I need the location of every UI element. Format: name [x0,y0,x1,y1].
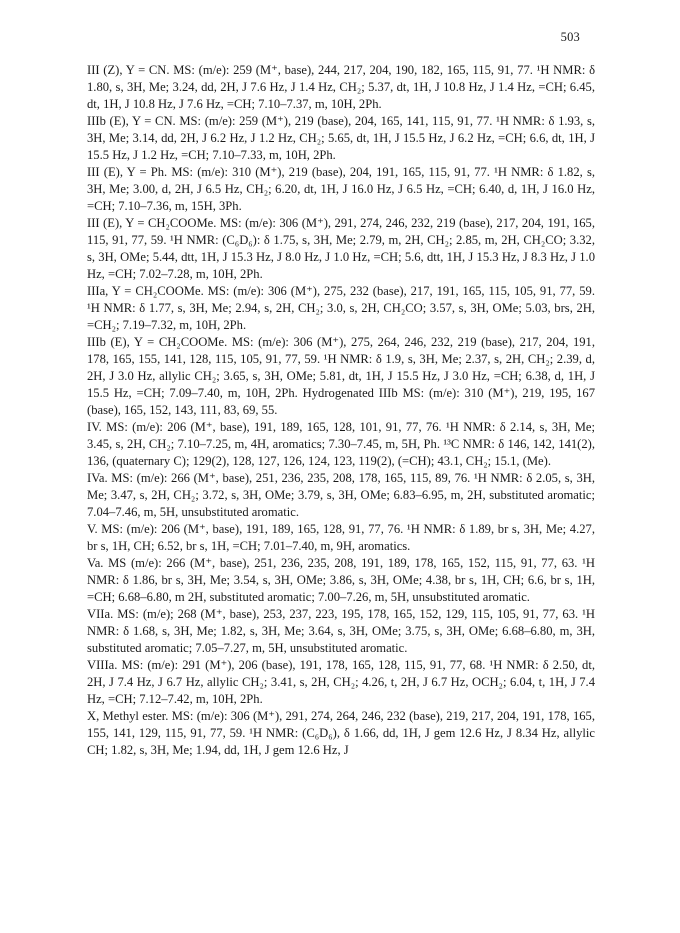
entry-text: Va. MS (m/e): 266 (M⁺, base), 251, 236, 235, 208, 191, 189, 178, 165, 152, 115, 91, 77, 63. ¹H NMR: δ 1.86, br s, 3H, Me; 3.54, s, 3H, OMe; 3.86, s, 3H, OMe; 4.38, br s, 1H, CH; 6.6, br s, 1H, =CH; 6.68–6.80, m 2H, substituted aromatic; 7.00–7.26, m, 5H, unsubstituted aromatic. [87,556,595,604]
entry-text: III (Z), Y = CN. MS: (m/e): 259 (M⁺, base), 244, 217, 204, 190, 182, 165, 115, 91, 77. ¹H NMR: δ 1.80, s, 3H, Me; 3.24, dd, 2H, J 7.6 Hz, J 1.4 Hz, CH₂; 5.37, dt, 1H, J 10.8 Hz, J 1.4 Hz, =CH; 6.45, dt, 1H, J 10.8 Hz, J 7.6 Hz, =CH; 7.10–7.37, m, 10H, 2Ph. [87,63,595,111]
compound-entry [87,555,595,606]
compound-entry [87,419,595,470]
entry-text: VIIa. MS: (m/e); 268 (M⁺, base), 253, 237, 223, 195, 178, 165, 152, 129, 115, 105, 91, 77, 63. ¹H NMR: δ 1.68, s, 3H, Me; 1.82, s, 3H, Me; 3.64, s, 3H, OMe; 3.75, s, 3H, OMe; 6.68–6.80, m, 3H, substituted aromatic; 7.05–7.27, m, 5H, unsubstituted aromatic. [87,607,595,655]
compound-entry [87,657,595,708]
entry-text: IVa. MS: (m/e): 266 (M⁺, base), 251, 236, 235, 208, 178, 165, 115, 89, 76. ¹H NMR: δ 2.05, s, 3H, Me; 3.47, s, 2H, CH₂; 3.72, s, 3H, OMe; 3.79, s, 3H, OMe; 6.83–6.95, m, 2H, substituted aromatic; 7.04–7.46, m, 5H, unsubstituted aromatic. [87,471,595,519]
compound-entry [87,113,595,164]
compound-entry [87,283,595,334]
spectral-data-list [87,62,595,759]
entry-text: III (E), Y = Ph. MS: (m/e): 310 (M⁺), 219 (base), 204, 191, 165, 115, 91, 77. ¹H NMR: δ 1.82, s, 3H, Me; 3.00, d, 2H, J 6.5 Hz, CH₂; 6.20, dt, 1H, J 16.0 Hz, J 6.5 Hz, =CH; 6.40, d, 1H, J 16.0 Hz, =CH; 7.10–7.36, m, 15H, 3Ph. [87,165,595,213]
entry-text: III (E), Y = CH₂COOMe. MS: (m/e): 306 (M⁺), 291, 274, 246, 232, 219 (base), 217, 204, 191, 165, 115, 91, 77, 59. ¹H NMR: (C₆D₆): δ 1.75, s, 3H, Me; 2.79, m, 2H, CH₂; 2.85, m, 2H, CH₂CO; 3.32, s, 3H, OMe; 5.44, dtt, 1H, J 15.3 Hz, J 8.0 Hz, J 1.0 Hz, =CH; 5.6, dtt, 1H, J 15.3 Hz, J 8.3 Hz, J 1.0 Hz, =CH; 7.02–7.28, m, 10H, 2Ph. [87,216,595,281]
entry-text: IIIb (E), Y = CN. MS: (m/e): 259 (M⁺), 219 (base), 204, 165, 141, 115, 91, 77. ¹H NMR: δ 1.93, s, 3H, Me; 3.14, dd, 2H, J 6.2 Hz, J 1.2 Hz, CH₂; 5.65, dt, 1H, J 15.5 Hz, J 6.2 Hz, =CH; 6.6, dt, 1H, J 15.5 Hz, J 1.2 Hz, =CH; 7.10–7.33, m, 10H, 2Ph. [87,114,595,162]
entry-text: IV. MS: (m/e): 206 (M⁺, base), 191, 189, 165, 128, 101, 91, 77, 76. ¹H NMR: δ 2.14, s, 3H, Me; 3.45, s, 2H, CH₂; 7.10–7.25, m, 4H, aromatics; 7.30–7.45, m, 5H, Ph. ¹³C NMR: δ 146, 142, 141(2), 136, (quaternary C); 129(2), 128, 127, 126, 124, 123, 119(2), (=CH); 43.1, CH₂; 15.1, (Me). [87,420,595,468]
compound-entry [87,215,595,283]
compound-entry [87,62,595,113]
compound-entry [87,606,595,657]
entry-text: X, Methyl ester. MS: (m/e): 306 (M⁺), 291, 274, 264, 246, 232 (base), 219, 217, 204, 191, 178, 165, 155, 141, 129, 115, 91, 77, 59. ¹H NMR: (C₆D₆), δ 1.66, dd, 1H, J gem 12.6 Hz, J 8.34 Hz, allylic CH; 1.82, s, 3H, Me; 1.94, dd, 1H, J gem 12.6 Hz, J [87,709,595,757]
compound-entry [87,470,595,521]
compound-entry [87,164,595,215]
compound-entry [87,708,595,759]
entry-text: VIIIa. MS: (m/e): 291 (M⁺), 206 (base), 191, 178, 165, 128, 115, 91, 77, 68. ¹H NMR: δ 2.50, dt, 2H, J 7.4 Hz, J 6.7 Hz, allylic CH₂; 3.41, s, 2H, CH₂; 4.26, t, 2H, J 6.7 Hz, OCH₂; 6.04, t, 1H, J 7.4 Hz, =CH; 7.12–7.42, m, 10H, 2Ph. [87,658,595,706]
entry-text: V. MS: (m/e): 206 (M⁺, base), 191, 189, 165, 128, 91, 77, 76. ¹H NMR: δ 1.89, br s, 3H, Me; 4.27, br s, 1H, CH; 6.52, br s, 1H, =CH; 7.01–7.40, m, 9H, aromatics. [87,522,595,553]
page-number: 503 [560,30,580,44]
entry-text: IIIa, Y = CH₂COOMe. MS: (m/e): 306 (M⁺), 275, 232 (base), 217, 191, 165, 115, 105, 91, 77, 59. ¹H NMR: δ 1.77, s, 3H, Me; 2.94, s, 2H, CH₂; 3.0, s, 2H, CH₂CO; 3.57, s, 3H, OMe; 5.03, brs, 2H, =CH₂; 7.19–7.32, m, 10H, 2Ph. [87,284,595,332]
compound-entry [87,521,595,555]
entry-text: IIIb (E), Y = CH₂COOMe. MS: (m/e): 306 (M⁺), 275, 264, 246, 232, 219 (base), 217, 204, 191, 178, 165, 155, 141, 128, 115, 105, 91, 77, 59. ¹H NMR: δ 1.9, s, 3H, Me; 2.37, s, 2H, CH₂; 2.39, d, 2H, J 3.0 Hz, allylic CH₂; 3.65, s, 3H, OMe; 5.81, dt, 1H, J 15.5 Hz, J 3.0 Hz, =CH; 6.38, d, 1H, J 15.5 Hz, =CH; 7.09–7.40, m, 10H, 2Ph. Hydrogenated IIIb MS: (m/e): 310 (M⁺), 219, 195, 167 (base), 165, 152, 143, 111, 83, 69, 55. [87,335,595,417]
compound-entry [87,334,595,419]
